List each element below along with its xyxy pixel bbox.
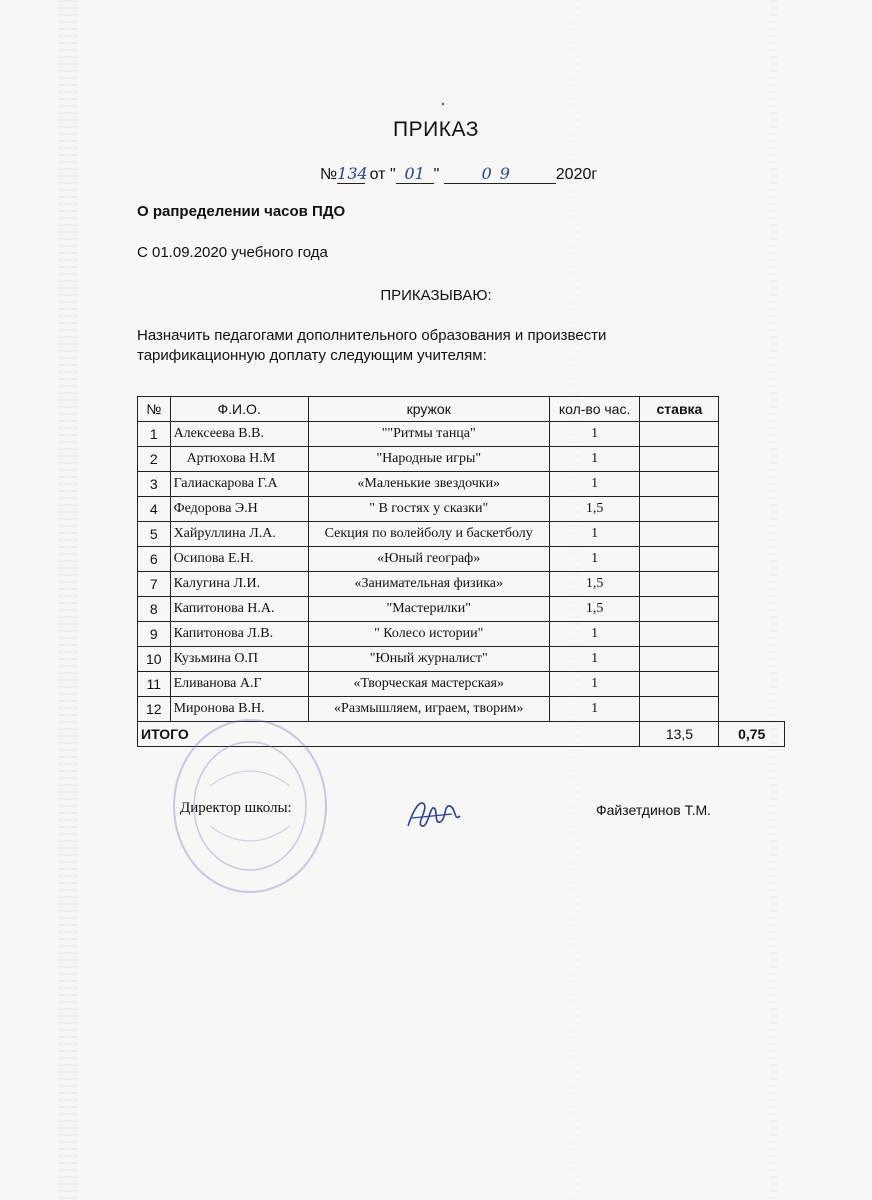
row-rate [640,697,719,722]
row-hours: 1 [549,522,640,547]
total-hours: 13,5 [640,722,719,747]
table-row [138,622,785,647]
row-hours: 1,5 [549,572,640,597]
row-fio: Миронова В.Н. [170,697,308,722]
table-row [138,522,785,547]
row-num: 9 [138,622,171,647]
order-number: 134 [337,164,368,183]
row-rate [640,597,719,622]
row-rate [640,572,719,597]
row-fio: Галиаскарова Г.А [170,472,308,497]
order-word: ПРИКАЗЫВАЮ: [380,287,492,304]
month-separator: " [433,166,440,183]
row-fio: Капитонова Н.А. [170,597,308,622]
header-club: кружок [308,397,549,422]
row-fio: Осипова Е.Н. [170,547,308,572]
row-num: 12 [138,697,171,722]
number-prefix: № [320,166,338,183]
row-club: ""Ритмы танца" [308,422,549,447]
row-fio: Артюхова Н.М [170,447,308,472]
row-club: «Юный географ» [308,547,549,572]
table-row [138,672,785,697]
signature-icon [404,796,464,832]
row-hours: 1,5 [549,597,640,622]
row-rate [640,622,719,647]
row-num: 1 [138,422,171,447]
table-row [138,572,785,597]
row-rate [640,497,719,522]
row-num: 10 [138,647,171,672]
row-num: 5 [138,522,171,547]
instruction-text: Назначить педагогами дополнительного образования и произвести тарификационную доплату следующим учителям: [137,327,607,364]
table-row [138,472,785,497]
director-name: Файзетдинов Т.М. [596,802,712,818]
header-fio: Ф.И.О. [170,397,308,422]
row-club: «Занимательная физика» [308,572,549,597]
row-hours: 1 [549,697,640,722]
row-fio: Калугина Л.И. [170,572,308,597]
row-hours: 1 [549,422,640,447]
row-fio: Федорова Э.Н [170,497,308,522]
row-hours: 1 [549,447,640,472]
row-hours: 1 [549,622,640,647]
row-hours: 1 [549,547,640,572]
table-row [138,597,785,622]
row-club: " В гостях у сказки" [308,497,549,522]
order-day: 01 [396,164,434,184]
row-fio: Капитонова Л.В. [170,622,308,647]
order-number-line [320,164,597,184]
row-hours: 1 [549,472,640,497]
row-club: "Народные игры" [308,447,549,472]
header-num: № [138,397,171,422]
table-row [138,647,785,672]
row-num: 3 [138,472,171,497]
row-num: 6 [138,547,171,572]
total-label: ИТОГО [138,722,640,747]
row-rate [640,472,719,497]
effective-date: С 01.09.2020 учебного года [137,244,328,261]
row-rate [640,672,719,697]
table-row [138,497,785,522]
row-num: 4 [138,497,171,522]
row-rate [640,522,719,547]
row-club: «Размышляем, играем, творим» [308,697,549,722]
row-rate [640,647,719,672]
row-num: 8 [138,597,171,622]
table-header-row [138,397,785,422]
total-rate: 0,75 [719,722,785,747]
table-row [138,547,785,572]
director-label: Директор школы: [180,800,292,816]
order-month: 09 [444,164,556,184]
header-rate: ставка [640,397,719,422]
row-hours: 1 [549,672,640,697]
row-hours: 1,5 [549,497,640,522]
order-subject: О рапределении часов ПДО [137,203,346,220]
header-hours: кол-во час. [549,397,640,422]
hours-table [137,396,785,747]
row-rate [640,547,719,572]
row-club: " Колесо истории" [308,622,549,647]
row-rate [640,422,719,447]
row-num: 7 [138,572,171,597]
from-label: от " [369,166,396,183]
scan-speck [442,103,444,105]
order-year: 2020г [555,166,598,183]
row-hours: 1 [549,647,640,672]
row-fio: Алексеева В.В. [170,422,308,447]
table-row [138,422,785,447]
row-num: 11 [138,672,171,697]
row-club: "Мастерилки" [308,597,549,622]
row-club: «Творческая мастерская» [308,672,549,697]
row-club: "Юный журналист" [308,647,549,672]
row-club: Секция по волейболу и баскетболу [308,522,549,547]
row-num: 2 [138,447,171,472]
row-fio: Еливанова А.Г [170,672,308,697]
row-fio: Хайруллина Л.А. [170,522,308,547]
scan-artifact-left [58,0,78,1200]
row-rate [640,447,719,472]
row-fio: Кузьмина О.П [170,647,308,672]
row-club: «Маленькие звездочки» [308,472,549,497]
document-title: ПРИКАЗ [393,118,479,141]
table-row [138,447,785,472]
